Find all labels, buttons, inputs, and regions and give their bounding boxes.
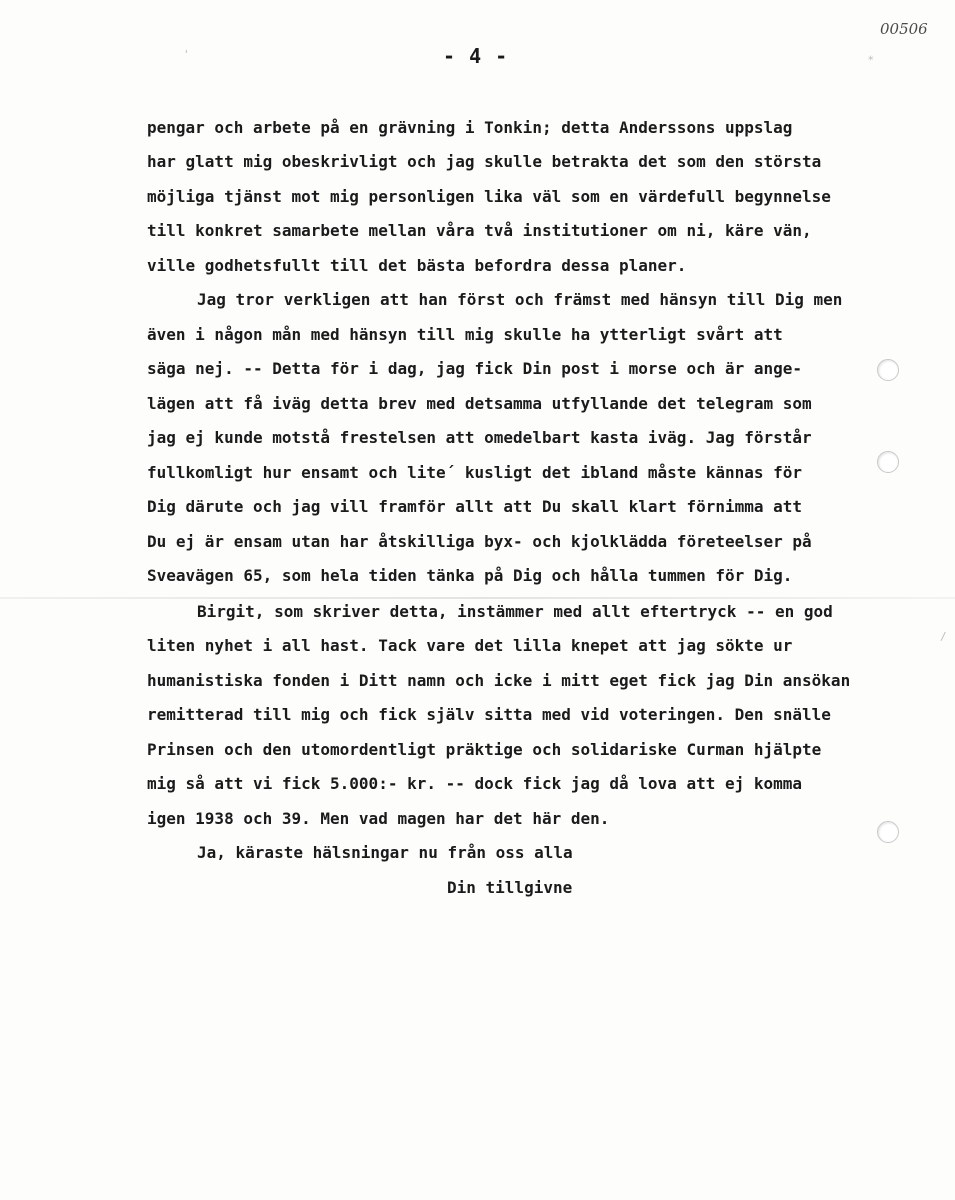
archive-number: 00506 <box>880 20 928 38</box>
ink-smudge: ⁎ <box>868 50 874 63</box>
text-line: säga nej. -- Detta för i dag, jag fick Din post i morse och är ange- <box>147 359 803 378</box>
text-line: remitterad till mig och fick själv sitta med vid voteringen. Den snälle <box>147 705 831 724</box>
ink-smudge: ' <box>183 48 190 61</box>
text-line: liten nyhet i all hast. Tack vare det lilla knepet att jag sökte ur <box>147 636 793 655</box>
text-line: har glatt mig obeskrivligt och jag skulle betrakta det som den största <box>147 152 822 171</box>
text-line: jag ej kunde motstå frestelsen att omedelbart kasta iväg. Jag förstår <box>147 428 812 447</box>
text-line: humanistiska fonden i Ditt namn och icke i mitt eget fick jag Din ansökan <box>147 671 851 690</box>
signature-line: Din tillgivne <box>447 878 573 897</box>
paper-fold-crease <box>0 597 955 599</box>
text-line: igen 1938 och 39. Men vad magen har det här den. <box>147 809 610 828</box>
text-line: Prinsen och den utomordentligt präktige och solidariske Curman hjälpte <box>147 740 822 759</box>
closing-line: Ja, käraste hälsningar nu från oss alla <box>197 843 573 862</box>
punch-hole <box>877 821 899 843</box>
text-line: Dig därute och jag vill framför allt att Du skall klart förnimma att <box>147 497 803 516</box>
text-line: Du ej är ensam utan har åtskilliga byx- och kjolklädda företeelser på <box>147 532 812 551</box>
punch-hole <box>877 451 899 473</box>
text-line: fullkomligt hur ensamt och lite´ kusligt det ibland måste kännas för <box>147 463 803 482</box>
page-number: - 4 - <box>443 44 509 68</box>
text-line: lägen att få iväg detta brev med detsamma utfyllande det telegram som <box>147 394 812 413</box>
ink-smudge: / <box>940 630 947 643</box>
text-line: ville godhetsfullt till det bästa befordra dessa planer. <box>147 256 687 275</box>
punch-hole <box>877 359 899 381</box>
text-line: till konkret samarbete mellan våra två institutioner om ni, käre vän, <box>147 221 812 240</box>
text-line: möjliga tjänst mot mig personligen lika väl som en värdefull begynnelse <box>147 187 831 206</box>
text-line: pengar och arbete på en grävning i Tonkin; detta Anderssons uppslag <box>147 118 793 137</box>
text-line: Jag tror verkligen att han först och främst med hänsyn till Dig men <box>197 290 843 309</box>
text-line: även i någon mån med hänsyn till mig skulle ha ytterligt svårt att <box>147 325 783 344</box>
text-line: Birgit, som skriver detta, instämmer med allt eftertryck -- en god <box>197 602 833 621</box>
text-line: Sveavägen 65, som hela tiden tänka på Dig och hålla tummen för Dig. <box>147 566 793 585</box>
text-line: mig så att vi fick 5.000:- kr. -- dock fick jag då lova att ej komma <box>147 774 803 793</box>
